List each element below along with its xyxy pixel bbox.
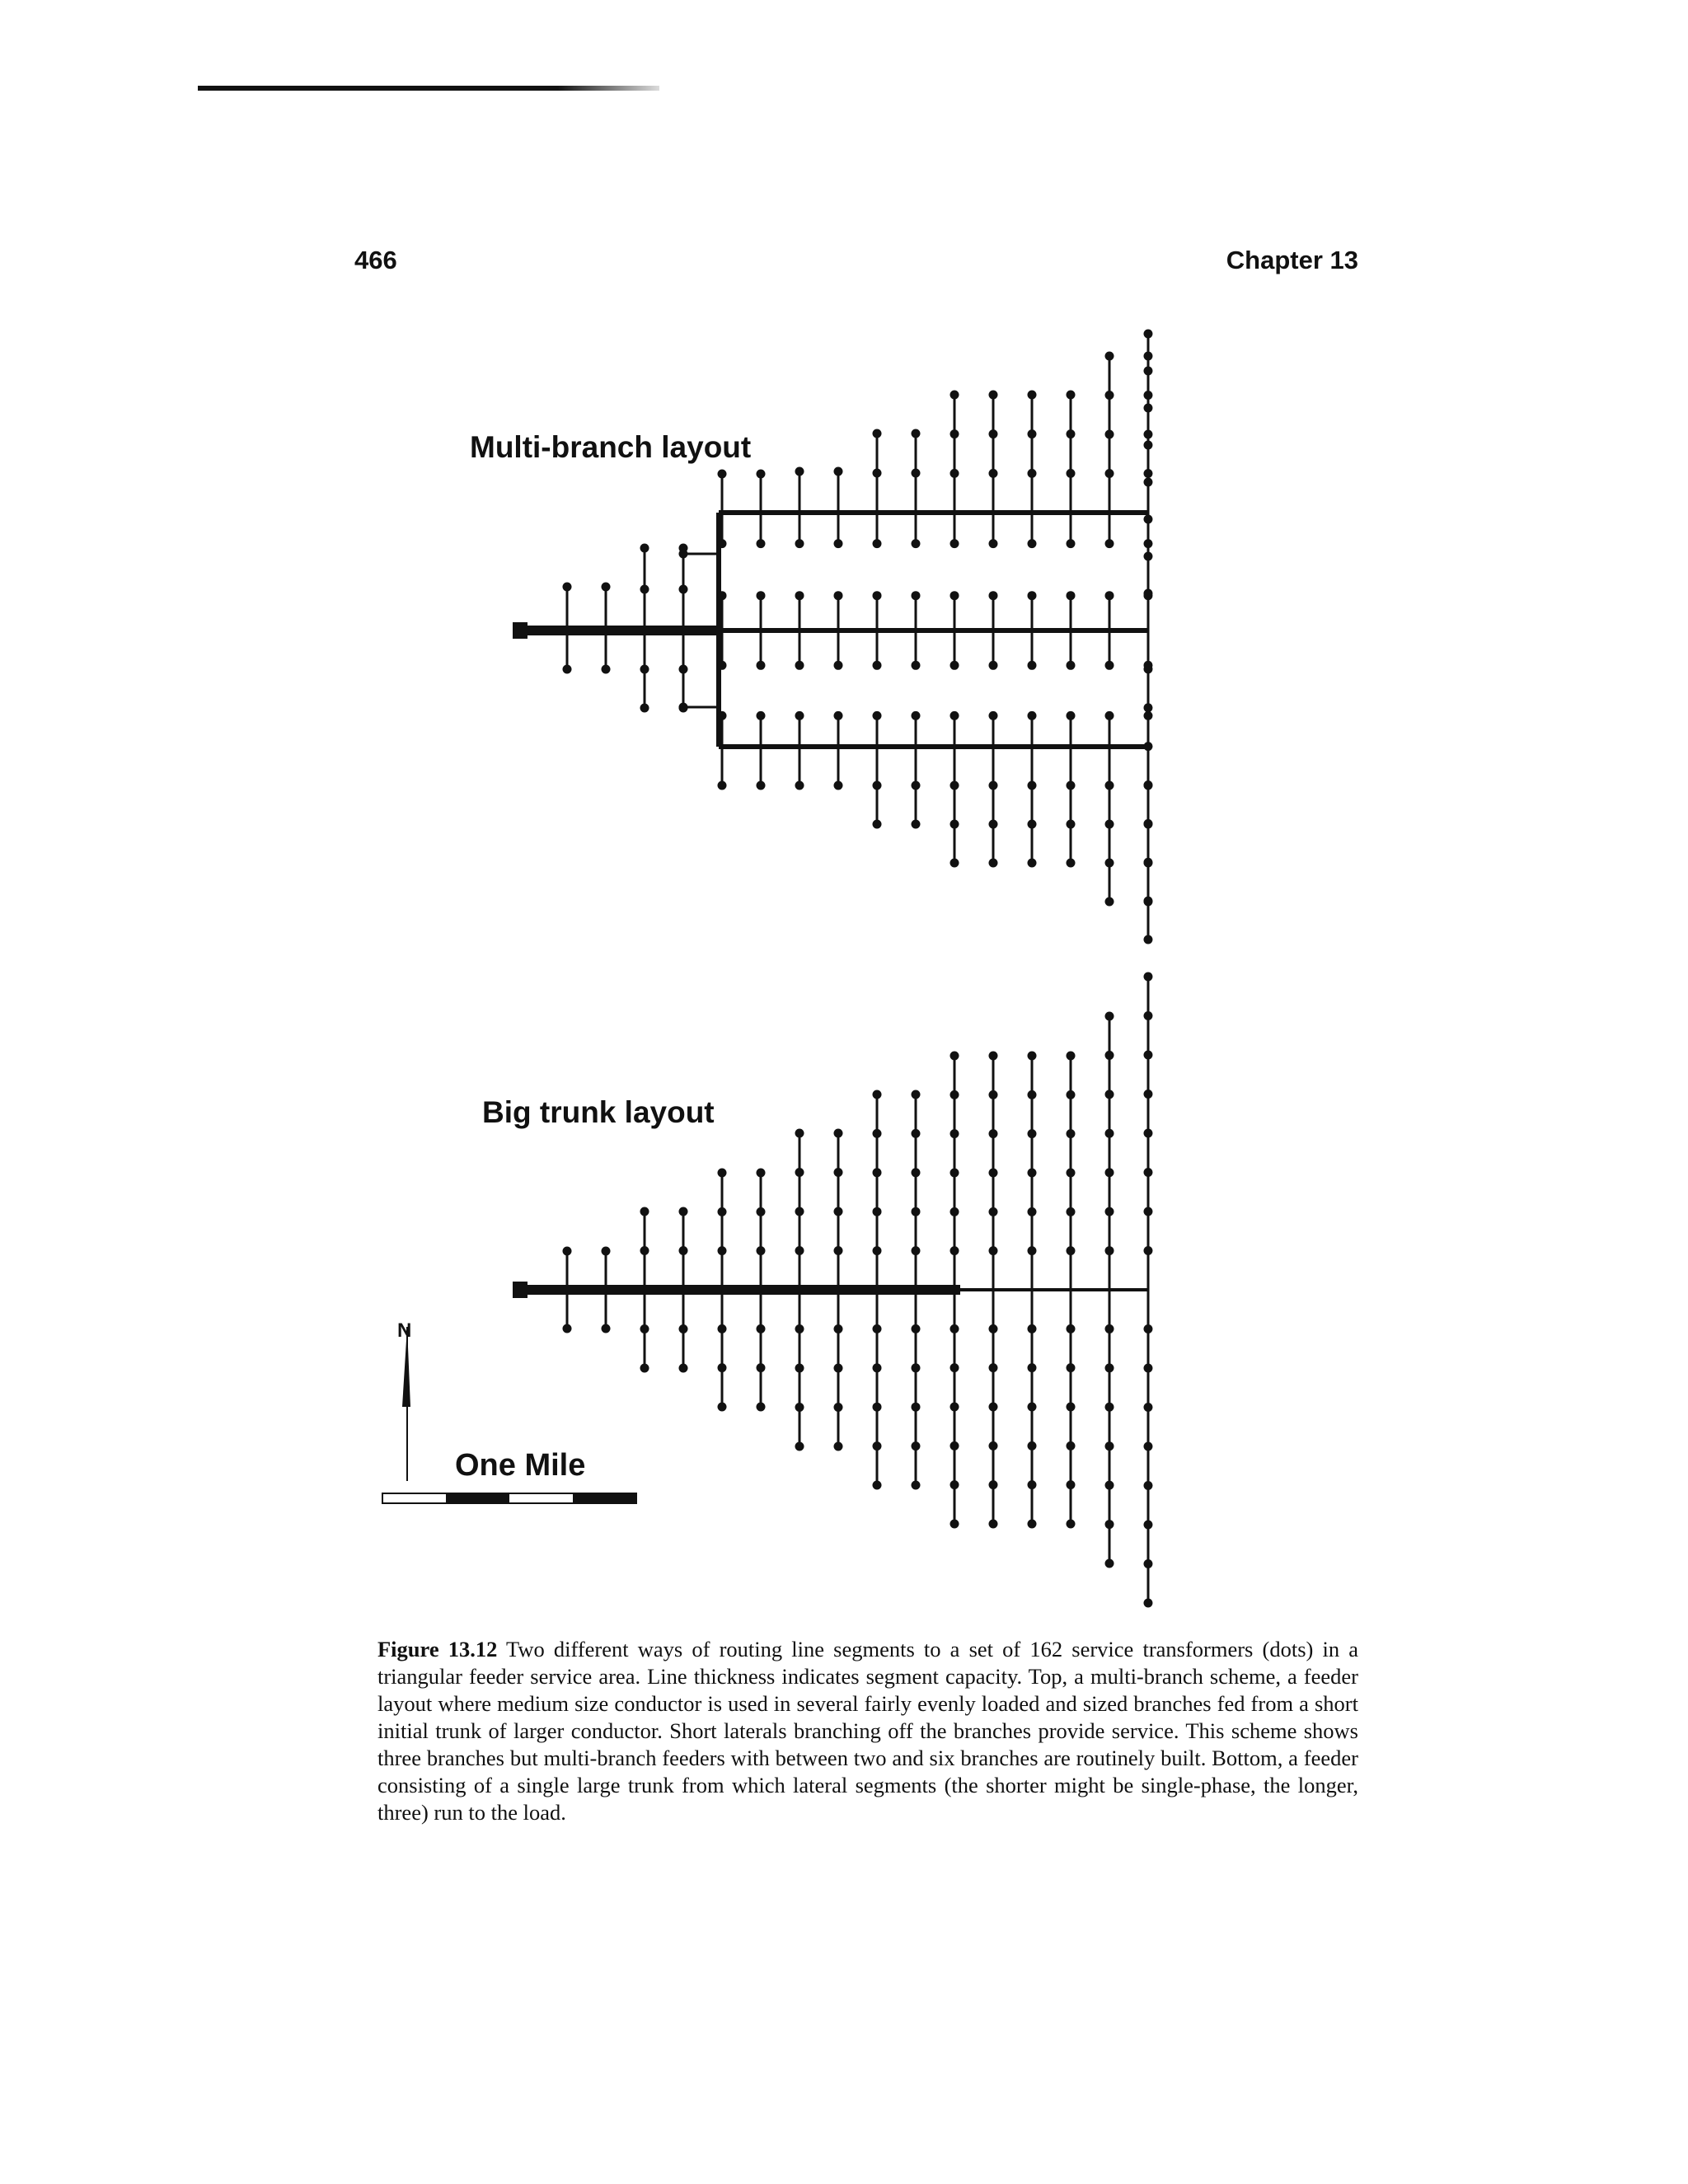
transformer-dot [1067, 859, 1076, 868]
transformer-dot [640, 1207, 649, 1216]
transformer-dot [873, 469, 882, 478]
transformer-dot [1028, 429, 1037, 438]
transformer-dot [950, 1520, 959, 1529]
transformer-dot [1067, 1207, 1076, 1216]
transformer-dot [795, 1129, 804, 1138]
transformer-dot [1067, 591, 1076, 600]
transformer-dot [718, 1403, 727, 1412]
transformer-dot [1144, 1011, 1153, 1020]
transformer-dot [912, 539, 921, 548]
transformer-dot [989, 1441, 998, 1451]
transformer-dot [873, 539, 882, 548]
transformer-dot [950, 1207, 959, 1216]
transformer-dot [1105, 1207, 1114, 1216]
transformer-dot [989, 429, 998, 438]
transformer-dot [1144, 1051, 1153, 1060]
transformer-dot [873, 1363, 882, 1372]
transformer-dot [950, 711, 959, 720]
transformer-dot [834, 539, 843, 548]
transformer-dot [1144, 589, 1153, 598]
transformer-dot [563, 665, 572, 674]
transformer-dot [873, 661, 882, 670]
transformer-dot [912, 820, 921, 829]
transformer-dot [1144, 972, 1153, 982]
transformer-dot [1144, 664, 1153, 673]
transformer-dot [1105, 859, 1114, 868]
transformer-dot [834, 781, 843, 790]
transformer-dot [1067, 539, 1076, 548]
transformer-dot [1028, 1052, 1037, 1061]
transformer-dot [950, 429, 959, 438]
transformer-dot [718, 661, 727, 670]
transformer-dot [1144, 780, 1153, 790]
transformer-dot [1144, 1599, 1153, 1608]
transformer-dot [1105, 820, 1114, 829]
transformer-dot [834, 1403, 843, 1412]
transformer-dot [795, 1364, 804, 1373]
transformer-dot [679, 1324, 688, 1333]
transformer-dot [1067, 1363, 1076, 1372]
transformer-dot [640, 1246, 649, 1255]
transformer-dot [834, 661, 843, 670]
transformer-dot [1105, 661, 1114, 670]
transformer-dot [834, 1324, 843, 1333]
transformer-dot [834, 711, 843, 720]
transformer-dot [873, 429, 882, 438]
transformer-dot [795, 711, 804, 720]
transformer-dot [1067, 711, 1076, 720]
transformer-dot [989, 1403, 998, 1412]
transformer-dot [1105, 1168, 1114, 1177]
transformer-dot [1105, 781, 1114, 790]
transformer-dot [679, 1246, 688, 1255]
transformer-dot [640, 1324, 649, 1333]
transformer-dot [1144, 742, 1153, 751]
transformer-dot [1105, 430, 1114, 439]
transformer-dot [795, 1324, 804, 1333]
transformer-dot [1105, 1090, 1114, 1099]
transformer-dot [1144, 330, 1153, 339]
transformer-dot [1028, 1363, 1037, 1372]
transformer-dot [950, 859, 959, 868]
transformer-dot [679, 585, 688, 594]
transformer-dot [989, 1052, 998, 1061]
scale-bar-segment [573, 1493, 636, 1503]
transformer-dot [795, 1246, 804, 1255]
transformer-dot [757, 661, 766, 670]
transformer-dot [757, 1324, 766, 1333]
transformer-dot [950, 1090, 959, 1099]
transformer-dot [563, 1324, 572, 1333]
transformer-dot [912, 1168, 921, 1177]
transformer-dot [989, 1129, 998, 1138]
transformer-dot [1144, 703, 1153, 712]
transformer-dot [757, 470, 766, 479]
transformer-dot [602, 1247, 611, 1256]
transformer-dot [989, 661, 998, 670]
transformer-dot [873, 1207, 882, 1216]
transformer-dot [1105, 711, 1114, 720]
transformer-dot [718, 591, 727, 600]
transformer-dot [1028, 1169, 1037, 1178]
transformer-dot [1067, 391, 1076, 400]
transformer-dot [950, 1324, 959, 1333]
transformer-dot [989, 1363, 998, 1372]
transformer-dot [1144, 1090, 1153, 1099]
transformer-dot [1144, 515, 1153, 524]
transformer-dot [912, 1129, 921, 1138]
chapter-title: Chapter 13 [1226, 246, 1358, 274]
transformer-dot [1144, 1403, 1153, 1412]
transformer-dot [679, 1207, 688, 1216]
transformer-dot [563, 1247, 572, 1256]
transformer-dot [873, 1129, 882, 1138]
transformer-dot [1105, 1012, 1114, 1021]
transformer-dot [912, 711, 921, 720]
transformer-dot [1028, 591, 1037, 600]
transformer-dot [718, 1324, 727, 1333]
transformer-dot [1105, 469, 1114, 478]
transformer-dot [989, 391, 998, 400]
transformer-dot [989, 591, 998, 600]
transformer-dot [873, 591, 882, 600]
transformer-dot [873, 1324, 882, 1333]
transformer-dot [1144, 819, 1153, 828]
transformer-dot [1067, 1480, 1076, 1489]
transformer-dot [795, 781, 804, 790]
transformer-dot [757, 1207, 766, 1216]
transformer-dot [834, 1364, 843, 1373]
transformer-dot [757, 1403, 766, 1412]
transformer-dot [1144, 935, 1153, 944]
transformer-dot [1105, 1129, 1114, 1138]
transformer-dot [912, 591, 921, 600]
transformer-dot [1028, 859, 1037, 868]
north-label: N [397, 1319, 412, 1342]
transformer-dot [795, 539, 804, 548]
transformer-dot [1105, 1324, 1114, 1333]
transformer-dot [989, 711, 998, 720]
transformer-dot [1067, 1403, 1076, 1412]
transformer-dot [718, 1169, 727, 1178]
transformer-dot [873, 1403, 882, 1412]
transformer-dot [757, 539, 766, 548]
transformer-dot [1028, 1129, 1037, 1138]
transformer-dot [757, 711, 766, 720]
transformer-dot [757, 1169, 766, 1178]
transformer-dot [1028, 1480, 1037, 1489]
transformer-dot [1067, 781, 1076, 790]
transformer-dot [718, 1246, 727, 1255]
transformer-dot [640, 585, 649, 594]
transformer-dot [873, 1441, 882, 1451]
north-arrow [397, 1319, 411, 1481]
transformer-dot [1067, 1324, 1076, 1333]
multi-branch-title: Multi-branch layout [470, 430, 752, 464]
transformer-dot [950, 591, 959, 600]
transformer-dot [1028, 661, 1037, 670]
transformer-dot [640, 544, 649, 553]
transformer-dot [602, 665, 611, 674]
transformer-dot [950, 1363, 959, 1372]
transformer-dot [795, 1168, 804, 1177]
transformer-dot [1144, 552, 1153, 561]
transformer-dot [989, 1246, 998, 1255]
transformer-dot [912, 661, 921, 670]
transformer-dot [1144, 1246, 1153, 1255]
transformer-dot [834, 1168, 843, 1177]
transformer-dot [950, 1480, 959, 1489]
transformer-dot [1028, 1441, 1037, 1451]
transformer-dot [912, 1246, 921, 1255]
transformer-dot [989, 1090, 998, 1099]
transformer-dot [795, 1442, 804, 1451]
transformer-dot [1028, 1246, 1037, 1255]
transformer-dot [834, 1246, 843, 1255]
transformer-dot [602, 1324, 611, 1333]
transformer-dot [1067, 1246, 1076, 1255]
transformer-dot [718, 1363, 727, 1372]
transformer-dot [1067, 469, 1076, 478]
transformer-dot [834, 1207, 843, 1216]
transformer-dot [834, 591, 843, 600]
transformer-dot [1105, 1520, 1114, 1529]
transformer-dot [718, 539, 727, 548]
transformer-dot [1067, 1169, 1076, 1178]
transformer-dot [795, 467, 804, 476]
transformer-dot [989, 1520, 998, 1529]
transformer-dot [989, 539, 998, 548]
transformer-dot [757, 591, 766, 600]
transformer-dot [1067, 1090, 1076, 1099]
transformer-dot [679, 703, 688, 712]
scale-bar-segment [446, 1493, 509, 1503]
figure-caption [377, 1636, 1358, 1826]
transformer-dot [1144, 441, 1153, 450]
transformer-dot [1028, 1403, 1037, 1412]
transformer-dot [989, 1480, 998, 1489]
transformer-dot [640, 1364, 649, 1373]
transformer-dot [1028, 1324, 1037, 1333]
transformer-dot [1144, 1324, 1153, 1333]
transformer-dot [1144, 1442, 1153, 1451]
transformer-dot [1028, 539, 1037, 548]
transformer-dot [950, 1052, 959, 1061]
big-trunk-diagram [513, 972, 1153, 1608]
transformer-dot [950, 1403, 959, 1412]
transformer-dot [873, 1168, 882, 1177]
transformer-dot [873, 1246, 882, 1255]
transformer-dot [563, 583, 572, 592]
big-trunk-title: Big trunk layout [482, 1095, 715, 1129]
transformer-dot [873, 1481, 882, 1490]
transformer-dot [834, 1129, 843, 1138]
transformer-dot [679, 665, 688, 674]
transformer-dot [679, 1364, 688, 1373]
transformer-dot [1105, 391, 1114, 400]
transformer-dot [1105, 352, 1114, 361]
transformer-dot [873, 820, 882, 829]
transformer-dot [912, 1207, 921, 1216]
transformer-dot [1105, 1363, 1114, 1372]
transformer-dot [950, 1169, 959, 1178]
transformer-dot [989, 1324, 998, 1333]
transformer-dot [718, 781, 727, 790]
transformer-dot [679, 550, 688, 559]
transformer-dot [1105, 539, 1114, 548]
transformer-dot [1144, 1521, 1153, 1530]
transformer-dot [873, 1090, 882, 1099]
transformer-dot [912, 1090, 921, 1099]
transformer-dot [912, 1403, 921, 1412]
transformer-dot [912, 1441, 921, 1451]
transformer-dot [1144, 478, 1153, 487]
scale-bar [382, 1448, 636, 1503]
transformer-dot [1105, 591, 1114, 600]
transformer-dot [1067, 1052, 1076, 1061]
transformer-dot [912, 781, 921, 790]
transformer-dot [989, 1169, 998, 1178]
transformer-dot [1105, 1051, 1114, 1060]
scale-label: One Mile [455, 1448, 586, 1483]
transformer-dot [873, 781, 882, 790]
transformer-dot [1067, 1441, 1076, 1451]
transformer-dot [640, 704, 649, 713]
transformer-dot [989, 859, 998, 868]
transformer-dot [950, 661, 959, 670]
transformer-dot [718, 711, 727, 720]
transformer-dot [1144, 1207, 1153, 1216]
transformer-dot [989, 781, 998, 790]
transformer-dot [1028, 469, 1037, 478]
transformer-dot [1067, 661, 1076, 670]
transformer-dot [1144, 1168, 1153, 1177]
transformer-dot [912, 1481, 921, 1490]
transformer-dot [1144, 1481, 1153, 1490]
transformer-dot [950, 1246, 959, 1255]
transformer-dot [950, 1441, 959, 1451]
transformer-dot [989, 1207, 998, 1216]
transformer-dot [602, 583, 611, 592]
transformer-dot [1144, 897, 1153, 906]
transformer-dot [1028, 391, 1037, 400]
transformer-dot [1144, 1129, 1153, 1138]
transformer-dot [950, 781, 959, 790]
transformer-dot [1105, 1441, 1114, 1451]
transformer-dot [1028, 781, 1037, 790]
transformer-dot [1028, 711, 1037, 720]
caption-label: Figure 13.12 [377, 1637, 498, 1661]
transformer-dot [1067, 820, 1076, 829]
transformer-dot [1105, 1246, 1114, 1255]
transformer-dot [795, 591, 804, 600]
transformer-dot [718, 470, 727, 479]
transformer-dot [1144, 1364, 1153, 1373]
transformer-dot [795, 1403, 804, 1412]
transformer-dot [1144, 404, 1153, 413]
transformer-dot [834, 467, 843, 476]
transformer-dot [640, 665, 649, 674]
transformer-dot [912, 429, 921, 438]
transformer-dot [757, 1363, 766, 1372]
caption-text: Two different ways of routing line segments to a set of 162 service transformers (dots) in a triangular feeder service area. Line thickness indicates segment capacity. Top, a multi-branch scheme, a feeder layout where medium size conductor is used in several fairly evenly loaded and sized branches fed from a short initial trunk of larger conductor. Short laterals branching off the branches provide service. This scheme shows three branches but multi-branch feeders with between two and six branches are routinely built. Bottom, a feeder consisting of a single large trunk from which lateral segments (the shorter might be single-phase, the longer, three) run to the load. [377, 1637, 1358, 1825]
transformer-dot [950, 539, 959, 548]
transformer-dot [950, 469, 959, 478]
transformer-dot [1067, 1129, 1076, 1138]
transformer-dot [1067, 1520, 1076, 1529]
transformer-dot [1105, 1403, 1114, 1412]
page-number: 466 [354, 246, 397, 274]
transformer-dot [1028, 1207, 1037, 1216]
transformer-dot [1105, 1559, 1114, 1568]
transformer-dot [795, 1207, 804, 1216]
transformer-dot [873, 711, 882, 720]
transformer-dot [950, 820, 959, 829]
transformer-dot [912, 469, 921, 478]
transformer-dot [1028, 1520, 1037, 1529]
transformer-dot [1028, 1090, 1037, 1099]
transformer-dot [757, 1246, 766, 1255]
transformer-dot [795, 661, 804, 670]
transformer-dot [1144, 1559, 1153, 1568]
transformer-dot [989, 469, 998, 478]
transformer-dot [912, 1363, 921, 1372]
transformer-dot [834, 1442, 843, 1451]
transformer-dot [1067, 429, 1076, 438]
transformer-dot [1028, 820, 1037, 829]
transformer-dot [989, 820, 998, 829]
transformer-dot [718, 1207, 727, 1216]
transformer-dot [950, 391, 959, 400]
multi-branch-diagram [513, 330, 1153, 944]
transformer-dot [950, 1129, 959, 1138]
transformer-dot [912, 1324, 921, 1333]
transformer-dot [757, 781, 766, 790]
transformer-dot [1144, 367, 1153, 376]
transformer-dot [1105, 898, 1114, 907]
transformer-dot [1144, 858, 1153, 867]
transformer-dot [1105, 1481, 1114, 1490]
